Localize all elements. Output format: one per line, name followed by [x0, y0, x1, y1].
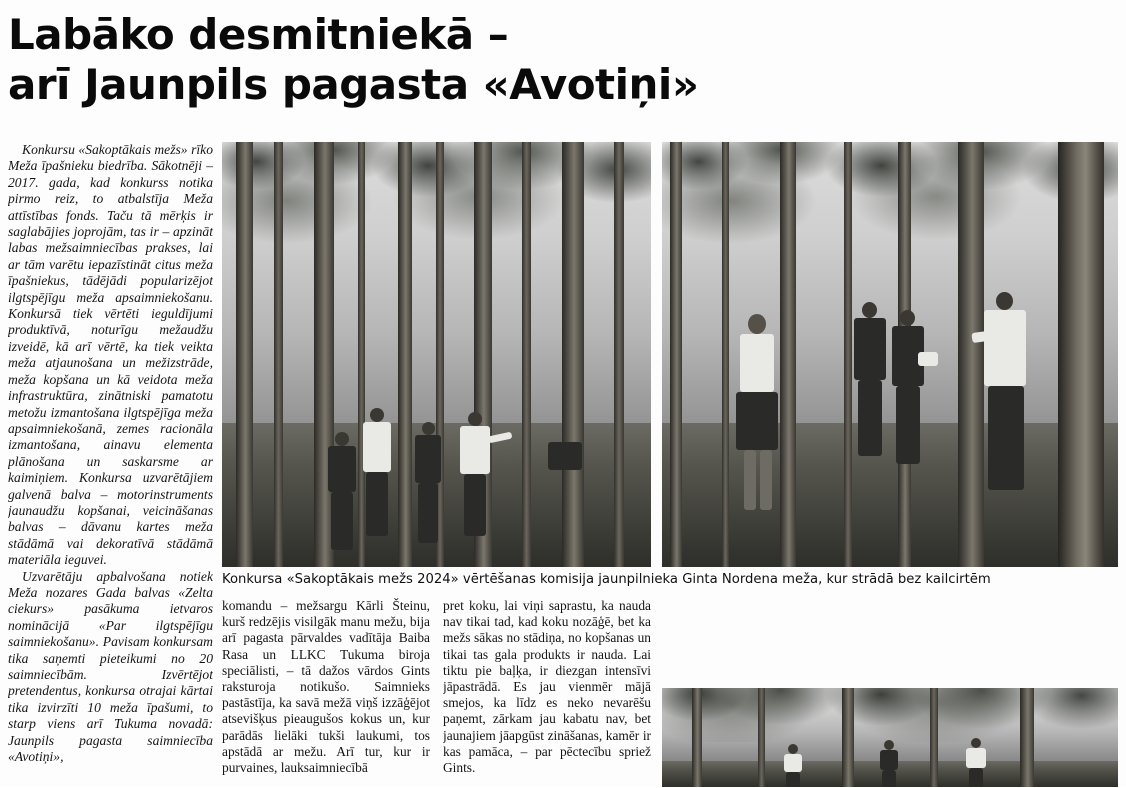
article-column-3	[443, 598, 651, 788]
page-title	[8, 10, 1118, 110]
tree-trunk	[722, 142, 729, 567]
tree-trunk	[692, 688, 702, 787]
tree-trunk	[562, 142, 584, 567]
column-3-text: pret koku, lai viņi saprastu, ka nauda nav tikai tad, kad koku nozāģē, bet ka mežs sākas no stādiņa, no kopšanas un tikai tas gala produkts ir nauda. Lai tiktu pie baļķa, ir diezgan intensīvi jāpastrādā. Es jau vienmēr mājā smejos, ka līdz es neko nevarēšu paņemt, zārkam jau kabatu nav, bet jaunajiem jāapgūst zināšanas, kamēr ir kas pamāca, – par pēctecību spriež Gints.	[443, 598, 651, 776]
tree-trunk	[758, 688, 765, 787]
tree-trunk	[930, 688, 938, 787]
column-2-text: komandu – mežsargu Kārli Šteinu, kurš redzējis visilgāk manu mežu, bija arī pagasta pārvaldes vadītāja Baiba Rasa un LLKC Tukuma biroja speciālisti, – tā dažos vārdos Gints raksturoja notikušo. Saimnieks pastāstīja, ka savā mežā viņš izzāģējot atsevišķus pieaugušos kokus un, kur parādās lielāki tukši laukumi, tos apstādā ar mežu. Arī tur, kur ir purvaines, lauksaimniecībā	[222, 598, 430, 776]
tree-trunk	[614, 142, 624, 567]
person-figure	[962, 738, 990, 787]
tree-trunk-foreground	[1058, 142, 1104, 567]
person-figure	[780, 744, 806, 787]
article-left-column	[8, 142, 213, 782]
person-figure-presenter	[972, 292, 1042, 514]
photo-bottom-scene	[662, 688, 1118, 787]
photo-forest-clearing	[662, 688, 1118, 787]
tree-trunk	[1020, 688, 1034, 787]
photo-right-scene	[662, 142, 1118, 567]
equipment-case	[548, 442, 588, 482]
photo-forest-group	[222, 142, 651, 567]
article-column-2	[222, 598, 430, 788]
tree-trunk	[842, 688, 854, 787]
person-figure	[356, 408, 398, 554]
photo-bottom-canopy	[662, 688, 1118, 742]
tree-trunk	[236, 142, 253, 567]
left-column-paragraph-2: Uzvarētāju apbalvošana notiek Meža nozares Gada balvas «Zelta ciekurs» pasākuma ietvaros nominācijā «Par ilgtspējīgu saimniekošanu». Pavisam konkursam tika saņemti pieteikumi no 20 saimniecībām. Izvērtējot pretendentus, konkursa otrajai kārtai tika izvirzīti 10 meža īpašumi, to starp viens arī Tukuma novadā: Jaunpils pagasta saimniecība «Avotiņi»,	[8, 568, 213, 765]
person-figure	[876, 740, 902, 787]
photo-commission-group	[662, 142, 1118, 567]
left-column-paragraph-1: Konkursu «Sakoptākais mežs» rīko Meža īpašnieku biedrība. Sākotnēji – 2017. gada, kad konkurss notika pirmo reiz, to atbalstīja Meža attīstības fonds. Taču tā mērķis ir saglabājies joprojām, tas ir – apzināt labas mežsaimniecības prakses, lai ar tām varētu iepazīstināt citus meža īpašniekus, tādējādi popularizējot ilgtspējīgu meža apsaimniekošanu. Konkursā tiek vērtēti ieguldījumi produktīvā, noturīgu mežaudžu izveidē, kā arī vērtē, ka tiek veikta meža atjaunošana un mežizstrāde, meža kopšana un kā veidota meža infrastruktūra, zinātniski pamatotu metožu izmantošana ilgtspējīga meža apsaimniekošanā, zemes racionāla izmantošana, ainavu elementa plānošana un saskarsme ar kaimiņiem. Konkursa uzvarētājiem galvenā balva – motorinstruments jaunaudžu kopšanai, veicināšanas balvas – dāvanu kartes meža stādāmā vai dekoratīvā stādāmā materiāla ieguvei.	[8, 142, 213, 568]
headline-line-1: Labāko desmitniekā –	[8, 10, 509, 59]
tree-trunk	[670, 142, 682, 567]
tree-trunk	[522, 142, 531, 567]
person-figure-pointing	[454, 412, 512, 554]
photo-caption: Konkursa «Sakoptākais mežs 2024» vērtēšanas komisija jaunpilnieka Ginta Nordena meža, kur strādā bez kailcirtēm	[222, 572, 991, 587]
person-figure	[884, 310, 936, 490]
photo-main-scene	[222, 142, 651, 567]
headline-line-2: arī Jaunpils pagasta «Avotiņi»	[8, 60, 699, 109]
tree-trunk	[274, 142, 283, 567]
person-figure	[730, 314, 784, 524]
person-figure	[410, 422, 448, 552]
